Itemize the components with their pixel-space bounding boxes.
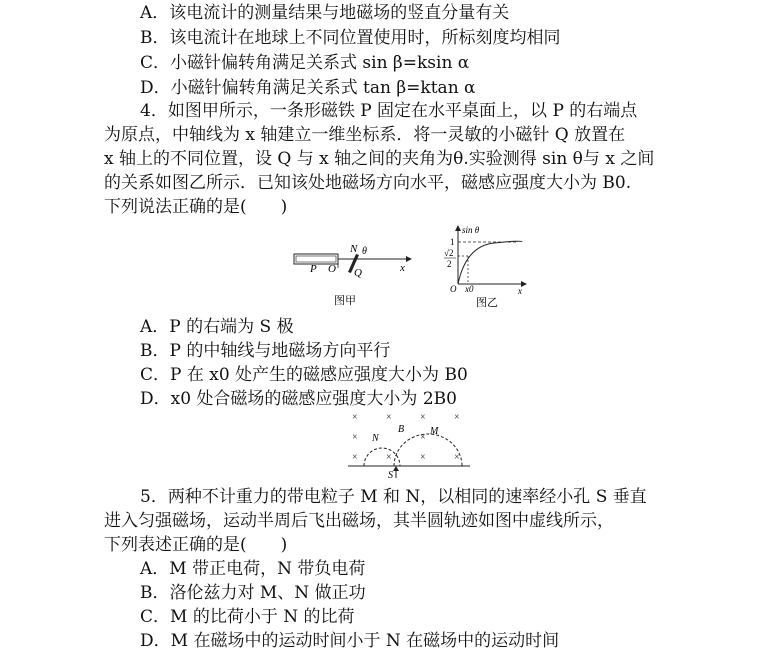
q5-stem-line-3: 下列表述正确的是( ) xyxy=(104,535,288,555)
label-root2: √2 xyxy=(444,248,454,258)
q3-option-c: C．小磁针偏转角满足关系式 sin β=ksin α xyxy=(140,53,470,73)
q3-option-d: D．小磁针偏转角满足关系式 tan β=ktan α xyxy=(140,78,476,98)
label-Q: Q xyxy=(354,267,362,279)
figure-magnetic-field xyxy=(344,408,474,480)
svg-text:×: × xyxy=(420,432,426,443)
q4-stem-line-3: x 轴上的不同位置，设 Q 与 x 轴之间的夹角为θ.实验测得 sin θ与 x 之间 xyxy=(104,149,655,169)
q3-option-b: B．该电流计在地球上不同位置使用时，所标刻度均相同 xyxy=(140,28,561,48)
label-N: N xyxy=(350,243,358,255)
label-one: 1 xyxy=(450,237,455,247)
svg-text:×: × xyxy=(454,412,460,423)
label-origin: O xyxy=(450,284,457,294)
label-x-axis: x xyxy=(518,286,522,296)
q5-option-b: B．洛伦兹力对 M、N 做正功 xyxy=(140,583,366,603)
figure-b-sin-theta-graph xyxy=(438,224,530,308)
svg-text:×: × xyxy=(386,412,392,423)
q4-stem-line-1: 4．如图甲所示，一条形磁铁 P 固定在水平桌面上，以 P 的右端点 xyxy=(140,101,638,121)
svg-text:×: × xyxy=(420,412,426,423)
q4-stem-line-2: 为原点，中轴线为 x 轴建立一维坐标系．将一灵敏的小磁针 Q 放置在 xyxy=(104,125,626,145)
q4-stem-line-4: 的关系如图乙所示．已知该处地磁场方向水平，磁感应强度大小为 B0. xyxy=(104,173,632,193)
q5-option-a: A．M 带正电荷，N 带负电荷 xyxy=(140,559,366,579)
svg-text:×: × xyxy=(352,452,358,463)
q4-option-a: A．P 的右端为 S 极 xyxy=(140,317,294,337)
label-O: O xyxy=(328,263,336,275)
q5-option-d: D．M 在磁场中的运动时间小于 N 在磁场中的运动时间 xyxy=(140,631,560,651)
q4-option-d: D．x0 处合磁场的磁感应强度大小为 2B0 xyxy=(140,389,457,409)
label-B: B xyxy=(398,424,405,435)
svg-text:×: × xyxy=(454,452,460,463)
svg-text:×: × xyxy=(352,412,358,423)
label-P: P xyxy=(310,263,317,275)
caption-a: 图甲 xyxy=(334,295,356,307)
svg-text:×: × xyxy=(420,452,426,463)
q4-option-c: C．P 在 x0 处产生的磁感应强度大小为 B0 xyxy=(140,365,468,385)
q5-option-c: C．M 的比荷小于 N 的比荷 xyxy=(140,607,355,627)
label-S: S xyxy=(388,470,393,480)
q4-option-b: B．P 的中轴线与地磁场方向平行 xyxy=(140,341,391,361)
label-sin-theta: sin θ xyxy=(462,225,480,235)
q5-stem-line-2: 进入匀强磁场，运动半周后飞出磁场，其半圆轨迹如图中虚线所示， xyxy=(104,511,614,531)
figure-a-magnet-diagram xyxy=(288,236,418,308)
label-x: x xyxy=(400,262,405,274)
label-M-particle: M xyxy=(430,426,439,437)
caption-b: 图乙 xyxy=(476,297,498,308)
q3-option-a: A．该电流计的测量结果与地磁场的竖直分量有关 xyxy=(140,3,510,23)
q4-stem-line-5: 下列说法正确的是( ) xyxy=(104,197,288,217)
label-two: 2 xyxy=(447,259,452,269)
label-N-particle: N xyxy=(372,433,379,444)
svg-text:×: × xyxy=(386,452,392,463)
q5-stem-line-1: 5．两种不计重力的带电粒子 M 和 N，以相同的速率经小孔 S 垂直 xyxy=(140,487,647,507)
label-x0: x0 xyxy=(465,284,474,294)
label-theta: θ xyxy=(362,246,367,257)
svg-text:×: × xyxy=(352,432,358,443)
